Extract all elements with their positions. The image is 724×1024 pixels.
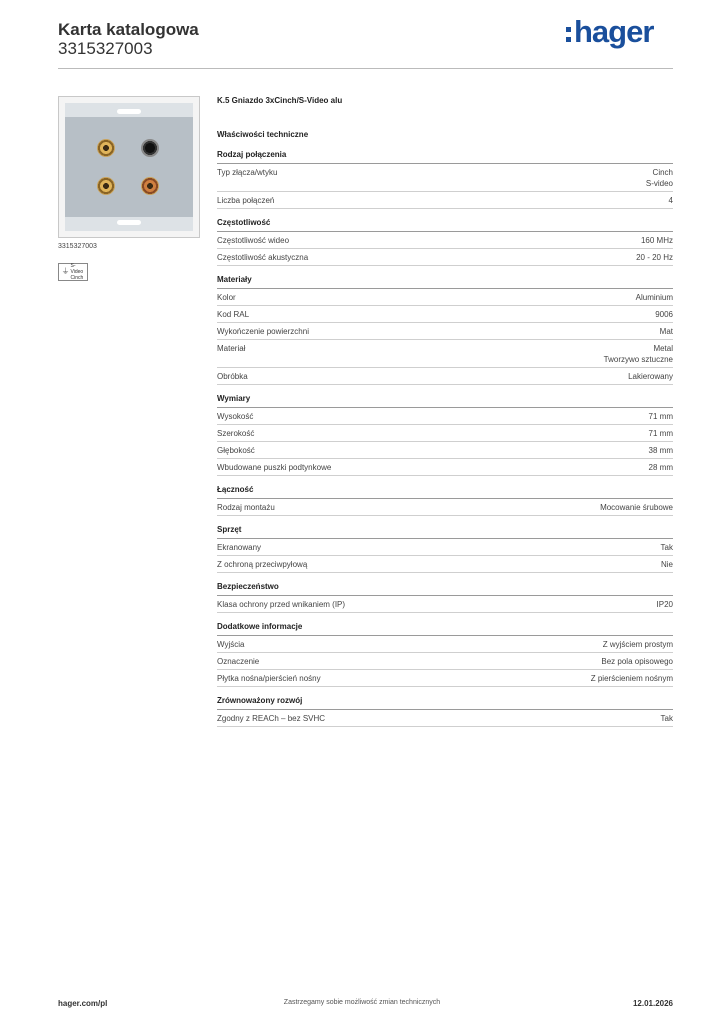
spec-value-line: 71 mm [648,412,673,421]
spec-group-title: Materiały [217,275,673,289]
spec-value [661,542,673,553]
cinch-jack-icon [97,177,115,195]
spec-group-title: Bezpieczeństwo [217,582,673,596]
spec-value-line: Mat [659,327,673,336]
spec-group [217,696,673,727]
spec-label: Częstotliwość akustyczna [217,253,309,262]
spec-row [217,164,673,192]
spec-label: Ekranowany [217,543,262,552]
spec-label: Płytka nośna/pierścień nośny [217,674,321,683]
product-title: K.5 Gniazdo 3xCinch/S-Video alu [217,96,343,105]
spec-value-line: 4 [668,196,673,205]
spec-group-title: Dodatkowe informacje [217,622,673,636]
document-number: 3315327003 [58,39,153,58]
spec-value-line: 71 mm [648,429,673,438]
spec-label: Klasa ochrony przed wnikaniem (IP) [217,600,346,609]
spec-group [217,150,673,209]
spec-value-line: Aluminium [635,293,673,302]
certification-icon: ⏚ S-Video Cinch [58,263,88,281]
spec-value [636,252,673,263]
spec-label: Oznaczenie [217,657,260,666]
spec-value [660,326,673,337]
logo-text: hager [574,14,654,49]
cinch-jack-icon [97,139,115,157]
spec-value [661,713,673,724]
spec-row [217,425,673,442]
spec-group-title: Wymiary [217,394,673,408]
spec-value-line: Bez pola opisowego [601,657,673,666]
spec-row [217,192,673,209]
spec-row [217,340,673,368]
spec-row [217,459,673,476]
logo-dots-icon [566,27,571,42]
spec-row [217,596,673,613]
footer-url: hager.com/pl [58,999,108,1008]
spec-group-title: Sprzęt [217,525,673,539]
spec-value-line: Tworzywo sztuczne [603,355,673,364]
spec-table [217,150,673,736]
spec-value [641,235,673,246]
spec-row [217,556,673,573]
spec-value-line: Nie [660,560,673,569]
spec-value-line: Tak [660,543,673,552]
spec-value-line: 20 - 20 Hz [636,253,673,262]
spec-value [646,167,673,189]
spec-label: Wykończenie powierzchni [217,327,309,336]
spec-label: Wbudowane puszki podtynkowe [217,463,332,472]
document-title: Karta katalogowa [58,20,199,39]
spec-label: Kolor [217,293,236,302]
spec-row [217,636,673,653]
spec-value [603,639,673,650]
spec-value [601,656,673,667]
spec-row [217,323,673,340]
spec-row [217,653,673,670]
spec-group-title: Zrównoważony rozwój [217,696,673,710]
spec-group [217,622,673,687]
spec-value-line: Lakierowany [628,372,673,381]
spec-value-line: Z wyjściem prostym [602,640,673,649]
spec-value [661,559,673,570]
spec-label: Głębokość [217,446,255,455]
cinch-jack-icon [141,177,159,195]
spec-label: Materiał [217,344,246,353]
spec-group [217,582,673,613]
spec-row [217,499,673,516]
spec-value-line: Cinch [652,168,673,177]
hager-logo [566,15,653,49]
socket-plate [65,103,193,231]
cert-icon-text: S-Video Cinch [70,263,84,281]
spec-value-line: 9006 [655,310,673,319]
spec-group [217,218,673,266]
spec-label: Typ złącza/wtyku [217,168,278,177]
spec-value [649,411,673,422]
spec-group-title: Częstotliwość [217,218,673,232]
svideo-jack-icon [141,139,159,157]
spec-value [636,292,673,303]
spec-value [655,309,673,320]
spec-row [217,442,673,459]
spec-value [600,502,673,513]
spec-group-title: Łączność [217,485,673,499]
section-label: Właściwości techniczne [217,130,309,139]
spec-label: Wyjścia [217,640,245,649]
spec-value [669,195,673,206]
spec-value [604,343,673,365]
header-divider [58,68,673,69]
spec-value [591,673,673,684]
spec-row [217,539,673,556]
spec-row [217,408,673,425]
spec-value [657,599,673,610]
spec-label: Zgodny z REACh – bez SVHC [217,714,326,723]
spec-group-title: Rodzaj połączenia [217,150,673,164]
spec-value-line: Tak [660,714,673,723]
spec-group [217,275,673,385]
spec-row [217,232,673,249]
image-caption: 3315327003 [58,243,97,250]
spec-label: Obróbka [217,372,248,381]
spec-value-line: Z pierścieniem nośnym [590,674,673,683]
spec-group [217,394,673,476]
spec-label: Kod RAL [217,310,250,319]
spec-value-line: Mocowanie śrubowe [600,503,673,512]
spec-value-line: 160 MHz [640,236,673,245]
spec-value [649,462,673,473]
spec-label: Liczba połączeń [217,196,275,205]
spec-value [649,428,673,439]
product-image [58,96,200,238]
spec-value-line: IP20 [656,600,673,609]
spec-value-line: 38 mm [648,446,673,455]
spec-row [217,249,673,266]
spec-value [649,445,673,456]
spec-label: Rodzaj montażu [217,503,275,512]
spec-row [217,710,673,727]
spec-row [217,368,673,385]
spec-value [628,371,673,382]
spec-value-line: Metal [653,344,673,353]
spec-row [217,289,673,306]
spec-row [217,306,673,323]
spec-row [217,670,673,687]
footer-disclaimer: Zastrzegamy sobie możliwość zmian technicznych [283,999,441,1006]
spec-label: Wysokość [217,412,254,421]
footer-date: 12.01.2026 [632,999,673,1008]
spec-value-line: 28 mm [648,463,673,472]
spec-group [217,485,673,516]
spec-label: Z ochroną przeciwpyłową [217,560,308,569]
spec-label: Szerokość [217,429,255,438]
spec-value-line: S-video [645,179,673,188]
spec-label: Częstotliwość wideo [217,236,290,245]
spec-group [217,525,673,573]
